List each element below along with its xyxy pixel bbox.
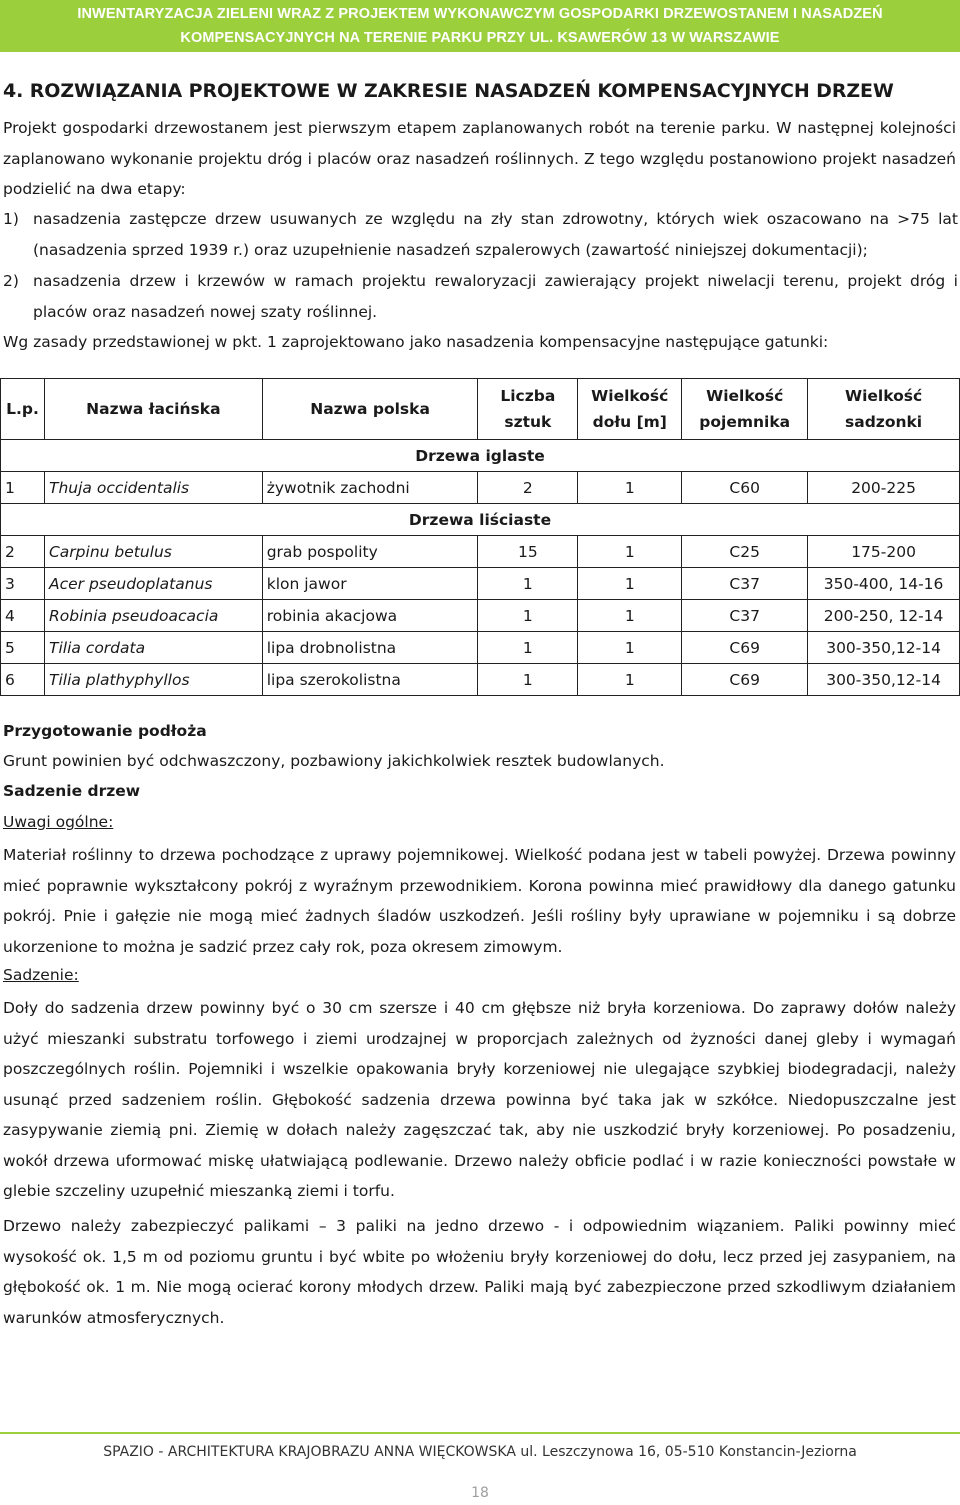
column-header-lp: L.p.	[1, 379, 45, 440]
cell-pit-size: 1	[578, 664, 682, 696]
cell-count: 2	[478, 472, 578, 504]
cell-container-size: C69	[682, 632, 808, 664]
cell-lp: 3	[1, 568, 45, 600]
list-item-number: 2)	[3, 272, 19, 290]
cell-latin-name: Carpinu betulus	[44, 536, 262, 568]
footer-company: SPAZIO - ARCHITEKTURA KRAJOBRAZU ANNA WIĘCKOWSKA ul. Leszczynowa 16, 05-510 Konstancin-Jeziorna	[103, 1444, 857, 1460]
preparation-text: Grunt powinien być odchwaszczony, pozbawiony jakichkolwiek resztek budowlanych.	[3, 752, 665, 770]
list-item-text: nasadzenia drzew i krzewów w ramach projektu rewaloryzacji zawierający projekt niwelacji terenu, projekt dróg i placów oraz nasadzeń nowej szaty roślinnej.	[33, 272, 958, 321]
cell-polish-name: lipa drobnolistna	[262, 632, 478, 664]
cell-lp: 2	[1, 536, 45, 568]
list-item-number: 1)	[3, 210, 19, 228]
cell-lp: 5	[1, 632, 45, 664]
table-row	[1, 536, 960, 568]
column-header-count: Liczba sztuk	[478, 379, 578, 440]
cell-polish-name: żywotnik zachodni	[262, 472, 478, 504]
cell-polish-name: grab pospolity	[262, 536, 478, 568]
cell-count: 1	[478, 664, 578, 696]
cell-lp: 1	[1, 472, 45, 504]
cell-pit-size: 1	[578, 600, 682, 632]
cell-pit-size: 1	[578, 632, 682, 664]
page-number: 18	[471, 1485, 489, 1501]
cell-lp: 4	[1, 600, 45, 632]
cell-latin-name: Thuja occidentalis	[44, 472, 262, 504]
cell-lp: 6	[1, 664, 45, 696]
cell-count: 15	[478, 536, 578, 568]
table-row	[1, 664, 960, 696]
column-header-polish-name: Nazwa polska	[262, 379, 478, 440]
cell-polish-name: robinia akacjowa	[262, 600, 478, 632]
column-header-latin-name: Nazwa łacińska	[44, 379, 262, 440]
column-header-seedling-size: Wielkość sadzonki	[808, 379, 960, 440]
cell-container-size: C60	[682, 472, 808, 504]
planting-heading: Sadzenie drzew	[3, 782, 141, 800]
cell-container-size: C37	[682, 600, 808, 632]
group-label: Drzewa iglaste	[1, 440, 960, 472]
cell-seedling-size: 300-350,12-14	[808, 664, 960, 696]
section-title: 4. ROZWIĄZANIA PROJEKTOWE W ZAKRESIE NASADZEŃ KOMPENSACYJNYCH DRZEW	[3, 80, 894, 102]
cell-container-size: C25	[682, 536, 808, 568]
cell-container-size: C37	[682, 568, 808, 600]
group-label: Drzewa liściaste	[1, 504, 960, 536]
cell-seedling-size: 300-350,12-14	[808, 632, 960, 664]
footer-divider	[0, 1432, 960, 1434]
general-notes-label: Uwagi ogólne:	[3, 813, 114, 831]
column-header-container-size: Wielkość pojemnika	[682, 379, 808, 440]
cell-count: 1	[478, 632, 578, 664]
cell-container-size: C69	[682, 664, 808, 696]
table-row	[1, 600, 960, 632]
intro-paragraph: Projekt gospodarki drzewostanem jest pierwszym etapem zaplanowanych robót na terenie parku. W następnej kolejności zaplanowano wykonanie projektu dróg i placów oraz nasadzeń roślinnych. Z tego względu postanowiono projekt nasadzeń podzielić na dwa etapy:	[3, 119, 956, 198]
header-title-line-1: INWENTARYZACJA ZIELENI WRAZ Z PROJEKTEM WYKONAWCZYM GOSPODARKI DRZEWOSTANEM I NASADZEŃ	[77, 6, 883, 22]
stakes-text: Drzewo należy zabezpieczyć palikami – 3 paliki na jedno drzewo - i odpowiednim wiązaniem. Paliki powinny mieć wysokość ok. 1,5 m od poziomu gruntu i być wbite po włożeniu bryły korzeniowej do dołu, lecz przed jej zasypaniem, na głębokość ok. 1 m. Nie mogą ocierać korony młodych drzew. Paliki mają być zabezpieczone przed szkodliwym działaniem warunków atmosferycznych.	[3, 1217, 956, 1327]
planting-label: Sadzenie:	[3, 966, 79, 984]
list-item-text: nasadzenia zastępcze drzew usuwanych ze względu na zły stan zdrowotny, których wiek oszacowano na >75 lat (nasadzenia sprzed 1939 r.) oraz uzupełnienie nasadzeń szpalerowych (zawartość niniejszej dokumentacji);	[33, 210, 958, 259]
cell-latin-name: Robinia pseudoacacia	[44, 600, 262, 632]
outro-paragraph: Wg zasady przedstawionej w pkt. 1 zaprojektowano jako nasadzenia kompensacyjne następujące gatunki:	[3, 333, 829, 351]
species-table	[0, 378, 960, 696]
table-row	[1, 632, 960, 664]
cell-seedling-size: 200-225	[808, 472, 960, 504]
cell-polish-name: lipa szerokolistna	[262, 664, 478, 696]
cell-latin-name: Tilia cordata	[44, 632, 262, 664]
cell-latin-name: Tilia plathyphyllos	[44, 664, 262, 696]
table-row	[1, 472, 960, 504]
general-notes-text: Materiał roślinny to drzewa pochodzące z uprawy pojemnikowej. Wielkość podana jest w tabeli powyżej. Drzewa powinny mieć poprawnie wykształcony pokrój z wyraźnym przewodnikiem. Korona powinna mieć prawidłowy dla danego gatunku pokrój. Pnie i gałęzie nie mogą mieć żadnych śladów uszkodzeń. Jeśli rośliny były uprawiane w pojemniku i są dobrze ukorzenione to można je sadzić przez cały rok, poza okresem zimowym.	[3, 846, 956, 956]
cell-pit-size: 1	[578, 568, 682, 600]
preparation-heading: Przygotowanie podłoża	[3, 722, 207, 740]
table-header-row	[1, 379, 960, 440]
cell-latin-name: Acer pseudoplatanus	[44, 568, 262, 600]
table-group-row	[1, 504, 960, 536]
table-row	[1, 568, 960, 600]
cell-count: 1	[478, 600, 578, 632]
cell-seedling-size: 350-400, 14-16	[808, 568, 960, 600]
cell-pit-size: 1	[578, 472, 682, 504]
cell-seedling-size: 175-200	[808, 536, 960, 568]
cell-polish-name: klon jawor	[262, 568, 478, 600]
header-title-line-2: KOMPENSACYJNYCH NA TERENIE PARKU PRZY UL. KSAWERÓW 13 W WARSZAWIE	[180, 30, 780, 46]
table-group-row	[1, 440, 960, 472]
cell-pit-size: 1	[578, 536, 682, 568]
cell-seedling-size: 200-250, 12-14	[808, 600, 960, 632]
cell-count: 1	[478, 568, 578, 600]
planting-text: Doły do sadzenia drzew powinny być o 30 cm szersze i 40 cm głębsze niż bryła korzeniowa. Do zaprawy dołów należy użyć mieszanki substratu torfowego i ziemi urodzajnej w proporcjach zależnych od żyzności danej gleby i wymagań poszczególnych roślin. Pojemniki i wszelkie opakowania bryły korzeniowej nie ulegające szybkiej biodegradacji, należy usunąć przed sadzeniem roślin. Głębokość sadzenia drzewa powinna być taka jak w szkółce. Niedopuszczalne jest zasypywanie ziemią pni. Ziemię w dołach należy zagęszczać tak, aby nie uszkodzić bryły korzeniowej. Po posadzeniu, wokół drzewa uformować miskę ułatwiającą podlewanie. Drzewo należy obficie podlać i w razie konieczności powstałe w glebie szczeliny uzupełnić mieszanką ziemi i torfu.	[3, 999, 956, 1200]
column-header-pit-size: Wielkość dołu [m]	[578, 379, 682, 440]
